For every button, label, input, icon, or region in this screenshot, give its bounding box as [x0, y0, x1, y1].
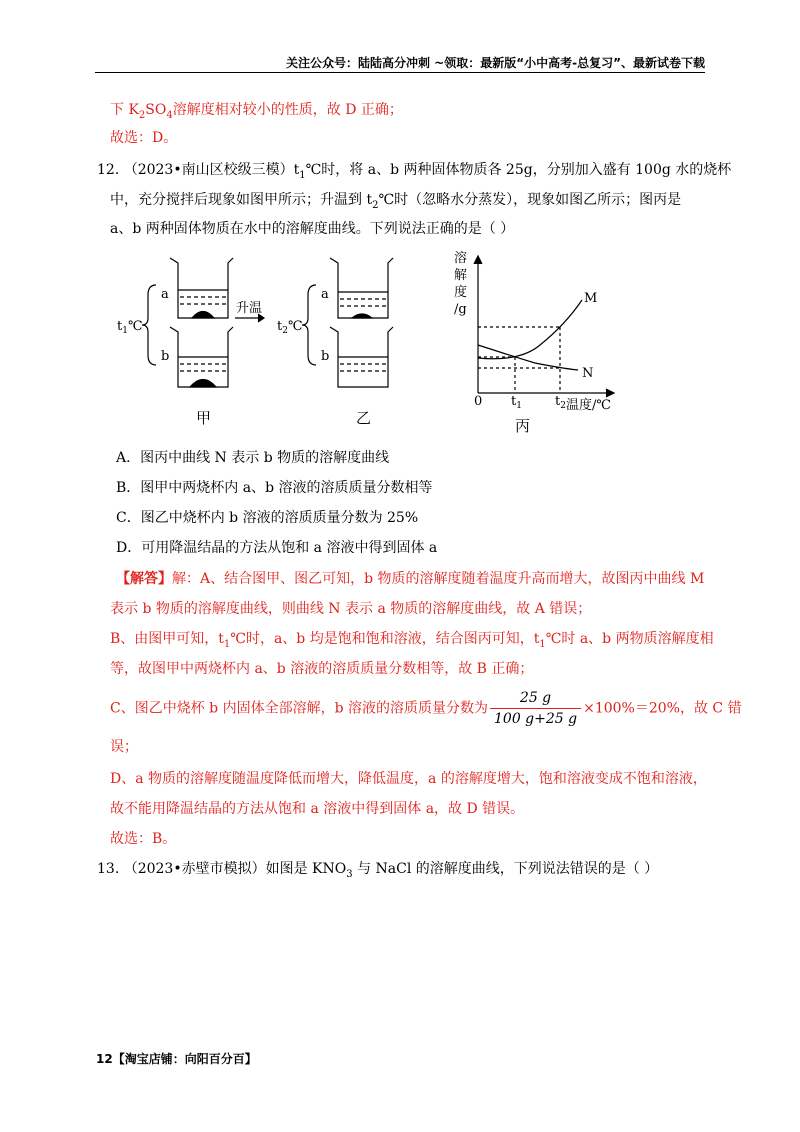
curve-n-label: N — [582, 366, 594, 381]
graph-t2: $t_2$ — [555, 394, 566, 411]
label-yi-b: b — [321, 349, 330, 364]
beaker-yi-a — [330, 258, 393, 318]
caption-jia: 甲 — [196, 409, 212, 427]
q13-stem: 13. （2023•赤壁市模拟）如图是 $KNO_3$ 与 NaCl 的溶解度曲线，下列说法错误的是（ ） — [97, 861, 659, 880]
beaker-yi-b — [330, 327, 393, 387]
option-a: A．图丙中曲线 N 表示 b 物质的溶解度曲线 — [116, 450, 390, 466]
graph-origin: 0 — [474, 394, 483, 409]
label-yi-a: a — [321, 287, 329, 302]
answer-tag: 【解答】 — [116, 571, 172, 587]
option-b: B．图甲中两烧杯内 a、b 溶液的溶质质量分数相等 — [116, 480, 433, 496]
brace-yi — [302, 285, 316, 365]
answer-c-line1: C、图乙中烧杯 b 内固体全部溶解，b 溶液的溶质质量分数为 $\frac{25 g}{100 g+25 g}$ ×100%＝20%，故 C 错 — [110, 690, 742, 727]
curve-m-label: M — [584, 291, 598, 306]
answer-c-line2: 误； — [110, 739, 138, 755]
answer-a-line1: 【解答】解：A、结合图甲、图乙可知，b 物质的溶解度随着温度升高而增大，故图丙中曲线 M — [116, 571, 705, 587]
page-footer: 12【淘宝店铺：向阳百分百】 — [96, 1052, 257, 1066]
graph-ylabel-3: 度 — [454, 285, 468, 300]
graph-x-unit: 温度/℃ — [566, 398, 611, 413]
brace-jia — [142, 285, 156, 365]
label-arrow: 升温 — [236, 301, 263, 316]
beaker-jia-a — [170, 258, 233, 318]
beaker-jia-b — [170, 327, 233, 387]
option-c: C．图乙中烧杯内 b 溶液的溶质质量分数为 25% — [116, 510, 419, 526]
option-d: D．可用降温结晶的方法从饱和 a 溶液中得到固体 a — [116, 540, 438, 556]
answer-d-line2: 故不能用降温结晶的方法从饱和 a 溶液中得到固体 a，故 D 错误。 — [110, 801, 525, 817]
caption-yi: 乙 — [356, 409, 372, 427]
graph-t1: $t_1$ — [511, 394, 522, 411]
caption-bing: 丙 — [515, 417, 531, 435]
label-jia-b: b — [161, 349, 170, 364]
q12-stem-line2: 中，充分搅拌后现象如图甲所示；升温到 $t_2℃$时（忽略水分蒸发），现象如图乙所示；图丙是 — [110, 192, 682, 211]
label-jia-t1: $t_1℃$ — [117, 319, 143, 336]
graph-ylabel-1: 溶 — [454, 251, 468, 266]
answer-b-line1: B、由图甲可知，$t_1℃$时，a、b 均是饱和饱和溶液，结合图丙可知，$t_1℃$时 a、b 两物质溶解度相 — [110, 631, 714, 650]
graph-ylabel-4: /g — [454, 302, 467, 317]
q12-stem-line3: a、b 两种固体物质在水中的溶解度曲线。下列说法正确的是（ ） — [110, 221, 515, 237]
answer-final: 故选：B。 — [110, 831, 177, 847]
q12-figure — [0, 0, 800, 440]
answer-a-line2: 表示 b 物质的溶解度曲线，则曲线 N 表示 a 物质的溶解度曲线，故 A 错误； — [110, 601, 592, 617]
prev-answer-choice: 故选：D。 — [110, 130, 178, 146]
page-header: 关注公众号：陆陆高分冲刺 ~领取：最新版“小中高考-总复习”、最新试卷下载 — [286, 56, 705, 70]
answer-d-line1: D、a 物质的溶解度随温度降低而增大，降低温度，a 的溶解度增大，饱和溶液变成不饱和溶液， — [110, 771, 707, 787]
q12-stem-line1: 12. （2023•南山区校级三模）$t_1℃$时，将 a、b 两种固体物质各 25g，分别加入盛有 100g 水的烧杯 — [97, 162, 732, 181]
answer-b-line2: 等，故图甲中两烧杯内 a、b 溶液的溶质质量分数相等，故 B 正确； — [110, 661, 534, 677]
label-jia-a: a — [161, 287, 169, 302]
prev-answer-line: 下 $K_2SO_4$溶解度相对较小的性质，故 D 正确； — [110, 102, 403, 121]
fraction: $\frac{25 g}{100 g+25 g}$ — [490, 688, 581, 729]
label-yi-t2: $t_2℃$ — [277, 319, 303, 336]
graph-ylabel-2: 解 — [454, 268, 468, 283]
